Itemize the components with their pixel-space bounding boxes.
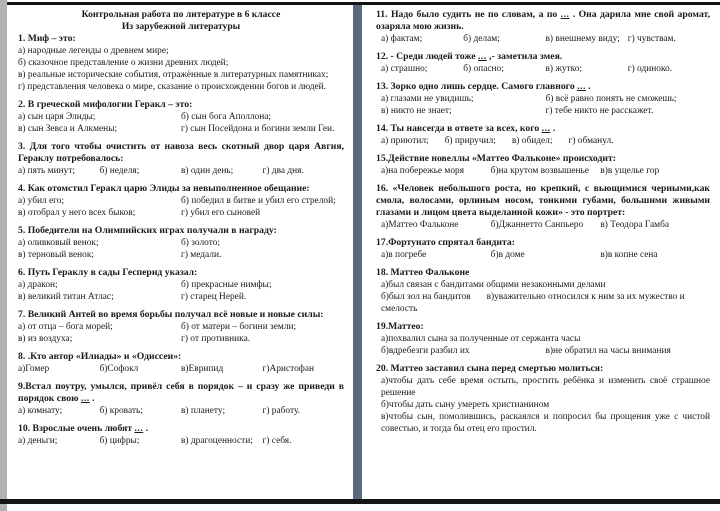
question [376,81,710,117]
option: а)на побережье моря [381,166,465,176]
question [18,183,344,219]
option: в)не обратил на часы внимания [545,346,671,356]
question-stem: 15.Действие новеллы «Маттео Фальконе» происходит: [376,153,616,164]
question-stem: 8. .Кто автор «Илиады» и «Одиссеи»: [18,351,182,362]
option: б)был зол на бандитов [381,292,471,302]
option: г) одиноко. [627,64,673,74]
question-stem: 7. Великий Антей во время борьбы получал всё новые и новые силы: [18,309,324,320]
option-line [18,333,344,345]
option-line [18,249,344,261]
option: а) народные легенды о древнем мире; [18,46,169,56]
option-line [18,111,344,123]
option: б)в доме [490,250,525,260]
option: в) обидел; [511,136,553,146]
left-edge-strip [0,0,7,511]
option: г) старец Нерей. [181,292,247,302]
option: г) обманул. [568,136,614,146]
option-line [376,165,710,177]
option: в) планету; [181,406,226,416]
option: б)на крутом возвышенье [490,166,589,176]
option: в) внешнему виду; [545,34,620,44]
option: в) один день; [181,166,234,176]
option: б) золото; [181,238,220,248]
option: в) сын Зевса и Алкмены; [18,124,118,134]
page-left [7,5,353,499]
question-stem: 4. Как отомстил Геракл царю Элиды за невыполненное обещание: [18,183,310,194]
question-stem: 19.Маттео: [376,321,424,332]
question [376,9,710,45]
option: а)Маттео Фальконе [381,220,459,230]
option: а) от отца – бога морей; [18,322,113,332]
question-stem: 18. Маттео Фальконе [376,267,470,278]
option-line [376,279,710,291]
option: б) делам; [463,34,500,44]
question [18,309,344,345]
option-line [18,57,344,69]
question-stem: 1. Миф – это: [18,33,76,44]
questions-left [18,33,344,447]
question-stem: 14. Ты навсегда в ответе за всех, кого ... . [376,123,556,134]
option-line [376,333,710,345]
option: а) оливковый венок; [18,238,99,248]
option-line [376,345,710,357]
option-line [376,291,710,315]
answer-blank: ... [134,423,144,434]
option: а) сын царя Элиды; [18,112,96,122]
option: г) представления человека о мире, сказание о происхождении богов и людей. [18,82,326,92]
question-stem: 3. Для того чтобы очистить от навоза весь скотный двор царя Авгия, Гераклу потребовалось: [18,141,344,164]
question-stem: 5. Победители на Олимпийских играх получали в награду: [18,225,277,236]
question [376,51,710,75]
option: а)похвалил сына за полученные от сержанта часы [381,334,581,344]
option-line [18,165,344,177]
option: а)был связан с бандитами общими незаконными делами [381,280,606,290]
option: в) жутко; [545,64,583,74]
question [18,267,344,303]
option: а) глазами не увидишь; [381,94,474,104]
question [18,381,344,417]
question-stem: 10. Взрослые очень любят ... . [18,423,149,434]
document-title-line2: Из зарубежной литературы [121,21,241,32]
question-stem: 20. Маттео заставил сына перед смертью молиться: [376,363,604,374]
option: г) тебе никто не расскажет. [545,106,654,116]
option-line [376,63,710,75]
option: в) великий титан Атлас; [18,292,114,302]
option: б)вдребезги разбил их [381,346,470,356]
question [18,423,344,447]
option: в) Теодора Гамба [600,220,670,230]
option: б) сказочное представление о жизни древних людей; [18,58,229,68]
question [376,123,710,147]
option-line [376,375,710,399]
option: а) комнату; [18,406,63,416]
question [18,141,344,177]
option: а) деньги; [18,436,58,446]
option-line [18,207,344,219]
answer-blank: ... [560,9,570,20]
option: в)уважительно относился к ним за их мужество и смелость [381,292,685,314]
question-stem: 17.Фортунато спрятал бандита: [376,237,515,248]
option: б) цифры; [99,436,140,446]
option-line [376,399,710,411]
option: б) сын бога Аполлона; [181,112,272,122]
option: в) терновый венок; [18,250,95,260]
option-line [376,135,710,147]
option: в)Еврипид [181,364,224,374]
option-line [376,93,710,105]
question [18,225,344,261]
page-divider [353,5,362,499]
option: г) чувствам. [627,34,676,44]
option: в) никто не знает; [381,106,452,116]
option: б)чтобы дать сыну умереть христианином [381,400,550,410]
option-line [18,195,344,207]
option: б) от матери – богини земли; [181,322,297,332]
question [376,321,710,357]
answer-blank: ... [577,81,586,92]
question-stem: 6. Путь Гераклу в сады Гесперид указал: [18,267,198,278]
option: в) из воздуха; [18,334,73,344]
option: г) работу. [262,406,301,416]
option-line [376,105,710,117]
option: а)Гомер [18,364,50,374]
question-stem: 11. Надо было судить не по словам, а по ... . Она дарила мне свой аромат, озаряла мою жизнь. [376,9,710,32]
option: в) драгоценности; [181,436,253,446]
questions-right [376,9,710,435]
option-line [18,69,344,81]
question [376,153,710,177]
option: б) неделя; [99,166,140,176]
option: в) отобрал у него всех быков; [18,208,136,218]
option: а)чтобы дать себе время остыть, простить ребёнка и изменить своё страшное решение [381,376,710,398]
answer-blank: ... [80,393,90,404]
option-line [376,219,710,231]
question [376,237,710,261]
question-stem: 12. - Среди людей тоже ... ,- заметила змея. [376,51,563,62]
option: г) убил его сыновей [181,208,261,218]
option: в)в копне сена [600,250,658,260]
option-line [18,279,344,291]
option-line [18,363,344,375]
question [18,351,344,375]
question-stem: 2. В греческой мифологии Геракл – это: [18,99,193,110]
option-line [18,435,344,447]
option-line [18,45,344,57]
option: а) приютил; [381,136,429,146]
option: в)в ущелье гор [600,166,660,176]
option: б)Софокл [99,364,139,374]
option: г) себя. [262,436,292,446]
document-title-line1: Контрольная работа по литературе в 6 классе [81,9,281,20]
option-line [18,123,344,135]
answer-blank: ... [477,51,487,62]
option: г) медали. [181,250,222,260]
option: г) два дня. [262,166,304,176]
option: б) всё равно понять не сможешь; [545,94,677,104]
option-line [18,321,344,333]
option: б) приручил; [444,136,496,146]
page-right [362,5,720,499]
option: г) сын Посейдона и богини земли Геи. [181,124,335,134]
option: а) убил его; [18,196,65,206]
question-stem: 13. Зорко одно лишь сердце. Самого главного ... . [376,81,591,92]
option-line [18,237,344,249]
option: б) победил в битве и убил его стрелой; [181,196,336,206]
bottom-rule [0,499,720,504]
option-line [376,411,710,435]
option: а)в погребе [381,250,427,260]
question [376,363,710,435]
option-line [18,405,344,417]
question [18,99,344,135]
option: б) опасно; [463,64,504,74]
option: б)Джаннетто Санпьеро [490,220,584,230]
option-line [376,249,710,261]
option: а) страшно; [381,64,428,74]
option: б) кровать; [99,406,143,416]
answer-blank: ... [541,123,551,134]
option: б) прекрасные нимфы; [181,280,272,290]
option: а) фактам; [381,34,423,44]
option: а) пять минут; [18,166,76,176]
question [376,267,710,315]
option-line [18,291,344,303]
option-line [18,81,344,93]
option: в) реальные исторические события, отражённые в литературных памятниках; [18,70,329,80]
option: г) от противника. [181,334,251,344]
option: г)Аристофан [262,364,315,374]
option: в)чтобы сын, помолившись, раскаялся и попросил бы прощения уже с чистой совестью, и тогда бы отец его простил. [381,412,710,434]
question-stem: 16. «Человек небольшого роста, но крепкий, с вьющимися черными,как смола, волосами, орлиным носом, тонкими губами, большими живыми глазами и лицом цвета выделанной кожи» - это портрет: [376,183,710,218]
question-stem: 9.Встал поутру, умылся, привёл себя в порядок – и сразу же приведи в порядок свою ... . [18,381,344,404]
question [18,33,344,93]
question [376,183,710,231]
option-line [376,33,710,45]
option: а) дракон; [18,280,58,290]
